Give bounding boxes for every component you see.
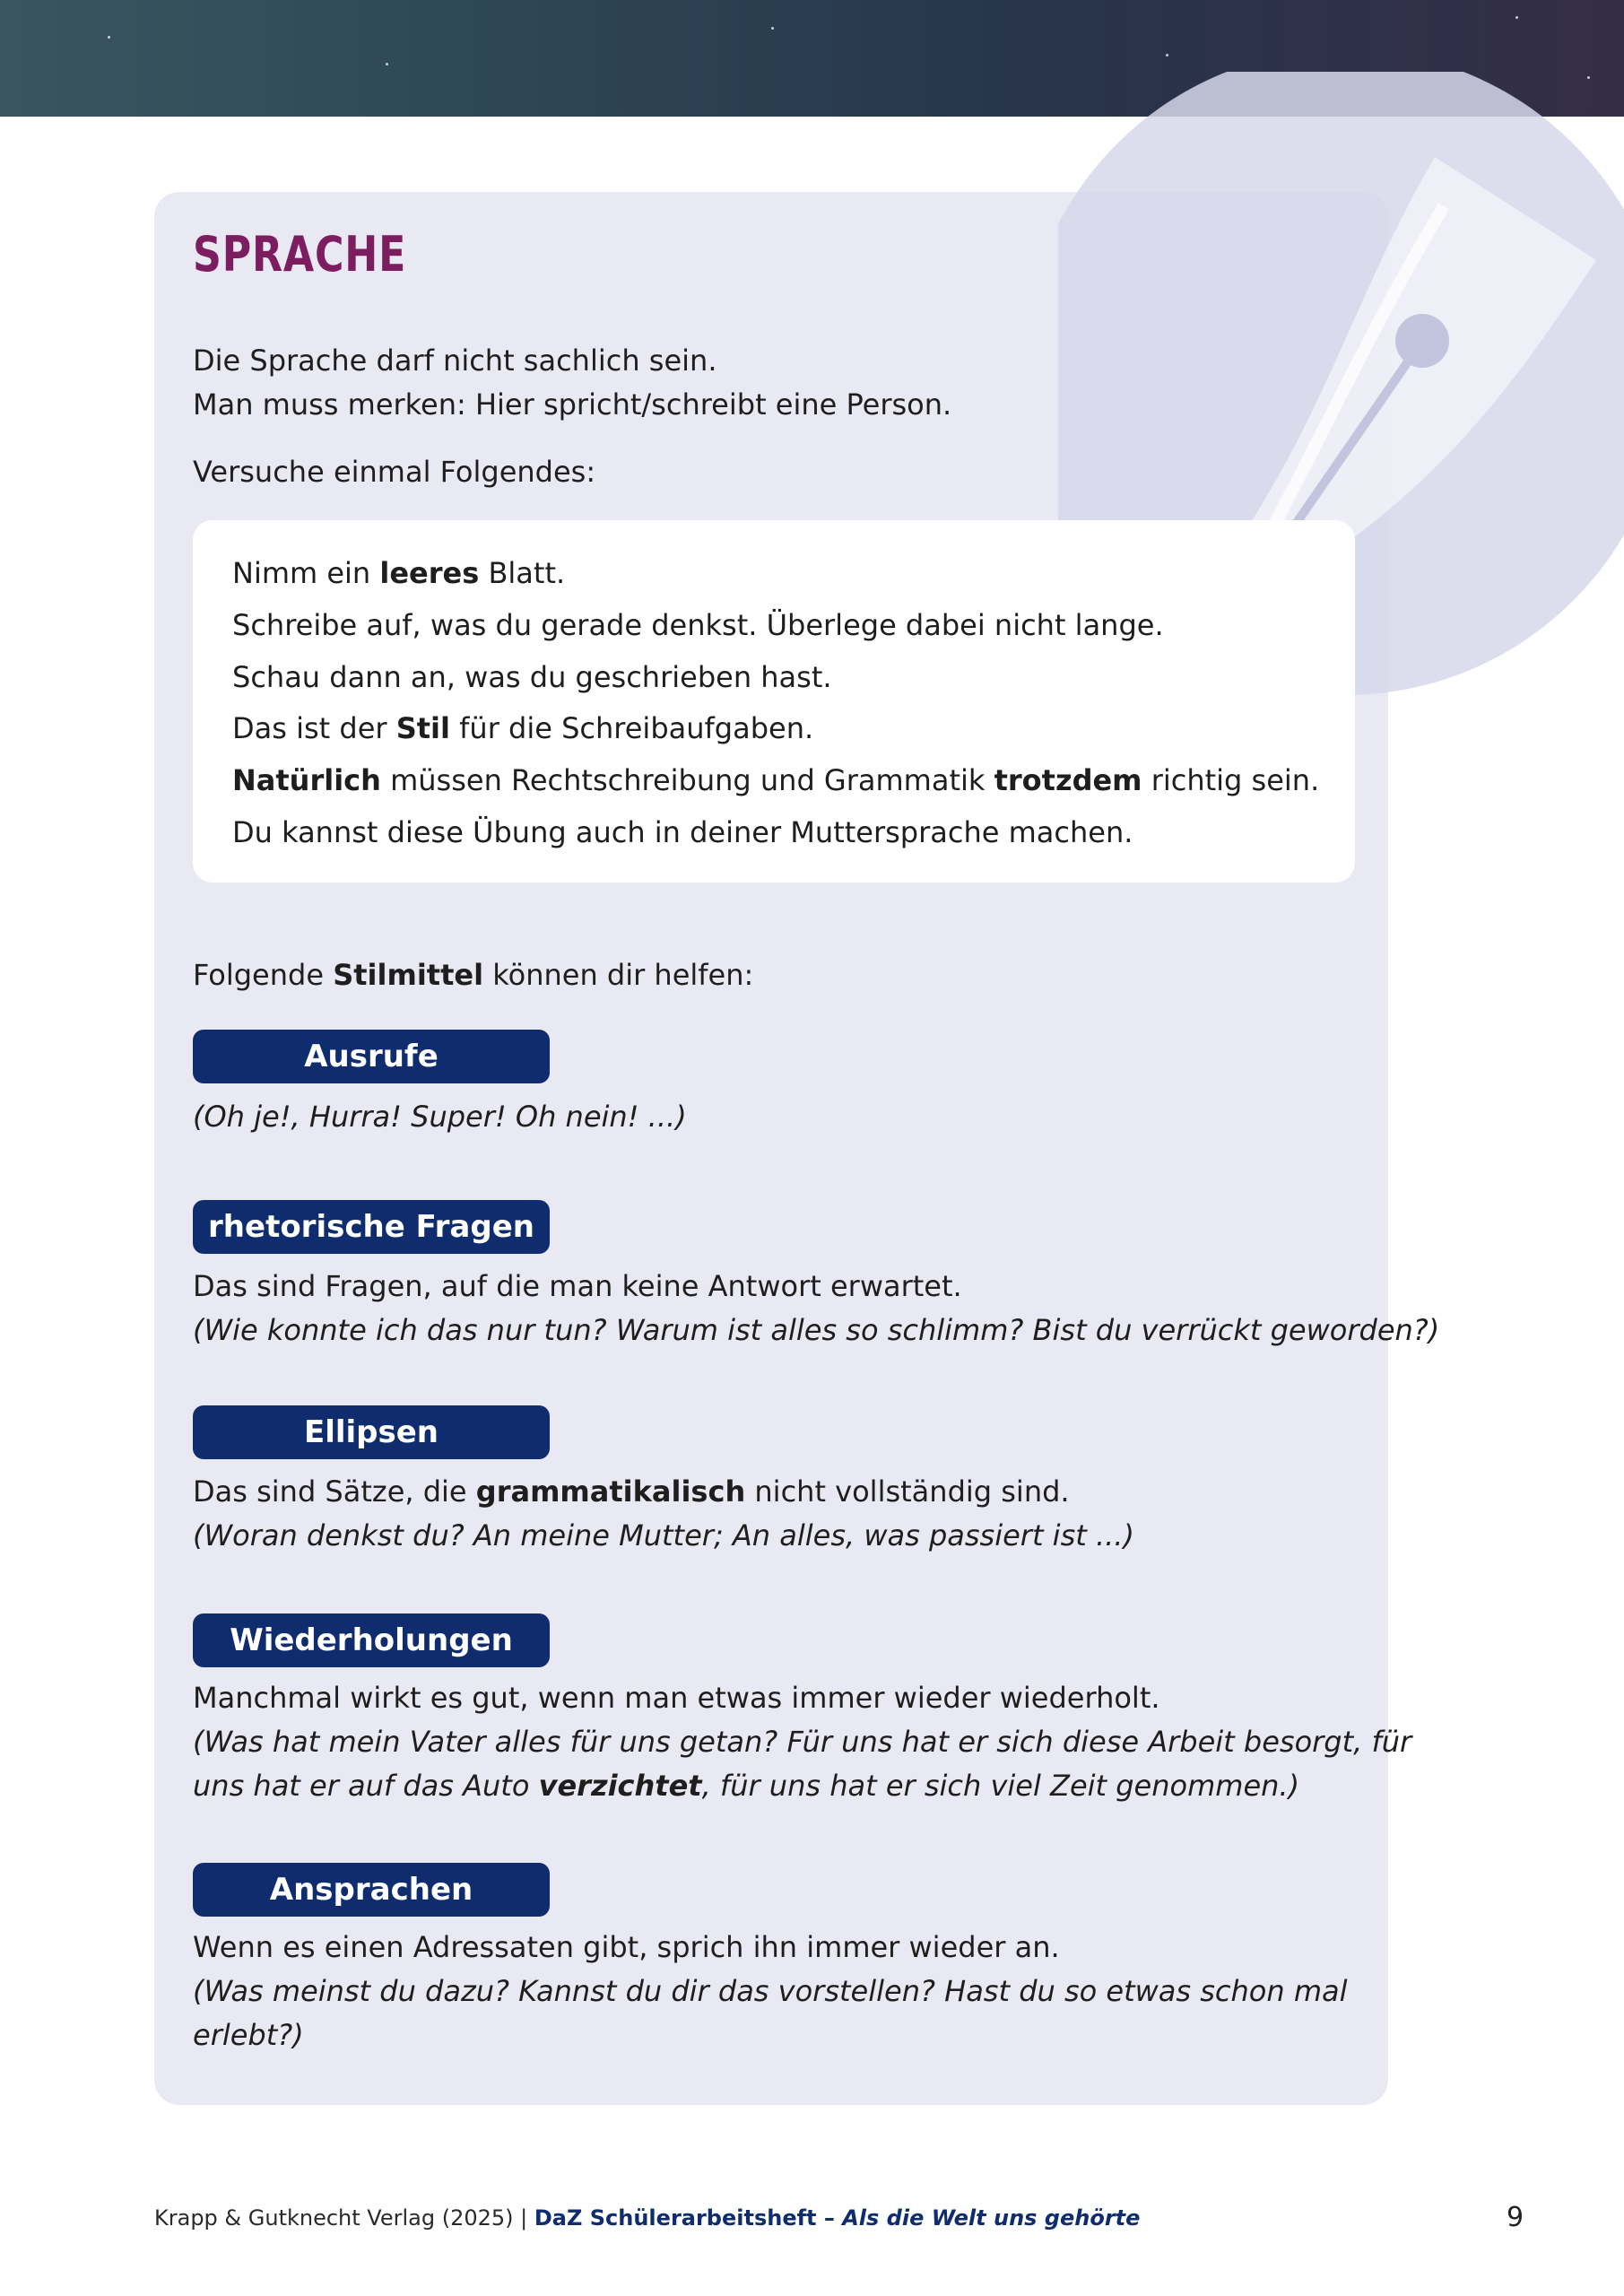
stilmittel-intro: Folgende Stilmittel können dir helfen:	[193, 958, 754, 992]
device-example: (Woran denkst du? An meine Mutter; An alles, was passiert ist ...)	[193, 1518, 1134, 1552]
intro-line: Versuche einmal Folgendes:	[193, 455, 596, 489]
device-label-ansprachen: Ansprachen	[193, 1863, 550, 1917]
device-example: (Wie konnte ich das nur tun? Warum ist alles so schlimm? Bist du verrückt geworden?)	[193, 1313, 1440, 1347]
footer-subtitle: Als die Welt uns gehörte	[842, 2205, 1141, 2231]
exercise-line: Natürlich müssen Rechtschreibung und Grammatik trotzdem richtig sein.	[232, 763, 1320, 797]
device-example: (Oh je!, Hurra! Super! Oh nein! ...)	[193, 1100, 687, 1134]
device-description: Manchmal wirkt es gut, wenn man etwas immer wieder wiederholt.	[193, 1681, 1160, 1715]
device-example: uns hat er auf das Auto verzichtet, für uns hat er sich viel Zeit genommen.)	[193, 1769, 1300, 1803]
exercise-line: Du kannst diese Übung auch in deiner Muttersprache machen.	[232, 815, 1133, 849]
device-example: (Was hat mein Vater alles für uns getan? Für uns hat er sich diese Arbeit besorgt, für	[193, 1725, 1412, 1759]
star-dot	[1515, 16, 1518, 19]
exercise-line: Schau dann an, was du geschrieben hast.	[232, 660, 832, 694]
device-label-wiederholungen: Wiederholungen	[193, 1613, 550, 1667]
device-description: Das sind Sätze, die grammatikalisch nicht vollständig sind.	[193, 1474, 1070, 1509]
device-label-rhetorische-fragen: rhetorische Fragen	[193, 1200, 550, 1254]
star-dot	[1166, 54, 1168, 57]
section-title: SPRACHE	[193, 226, 407, 283]
page-number: 9	[1507, 2202, 1524, 2233]
device-example: (Was meinst du dazu? Kannst du dir das vorstellen? Hast du so etwas schon mal	[193, 1974, 1348, 2008]
footer-credit: Krapp & Gutknecht Verlag (2025) | DaZ Schülerarbeitsheft – Als die Welt uns gehörte	[154, 2205, 1141, 2231]
device-description: Das sind Fragen, auf die man keine Antwort erwartet.	[193, 1269, 962, 1303]
device-description: Wenn es einen Adressaten gibt, sprich ihn immer wieder an.	[193, 1930, 1060, 1964]
footer-brand: DaZ Schülerarbeitsheft –	[534, 2205, 843, 2231]
device-example: erlebt?)	[193, 2018, 304, 2052]
device-label-ausrufe: Ausrufe	[193, 1030, 550, 1083]
star-dot	[386, 63, 388, 65]
device-label-ellipsen: Ellipsen	[193, 1405, 550, 1459]
intro-line: Man muss merken: Hier spricht/schreibt eine Person.	[193, 387, 952, 422]
star-dot	[771, 27, 774, 30]
intro-line: Die Sprache darf nicht sachlich sein.	[193, 344, 717, 378]
exercise-line: Schreibe auf, was du gerade denkst. Überlege dabei nicht lange.	[232, 608, 1164, 642]
exercise-line: Das ist der Stil für die Schreibaufgaben.	[232, 711, 814, 745]
footer-publisher: Krapp & Gutknecht Verlag (2025)	[154, 2205, 514, 2231]
star-dot	[108, 36, 110, 39]
exercise-line: Nimm ein leeres Blatt.	[232, 556, 566, 590]
